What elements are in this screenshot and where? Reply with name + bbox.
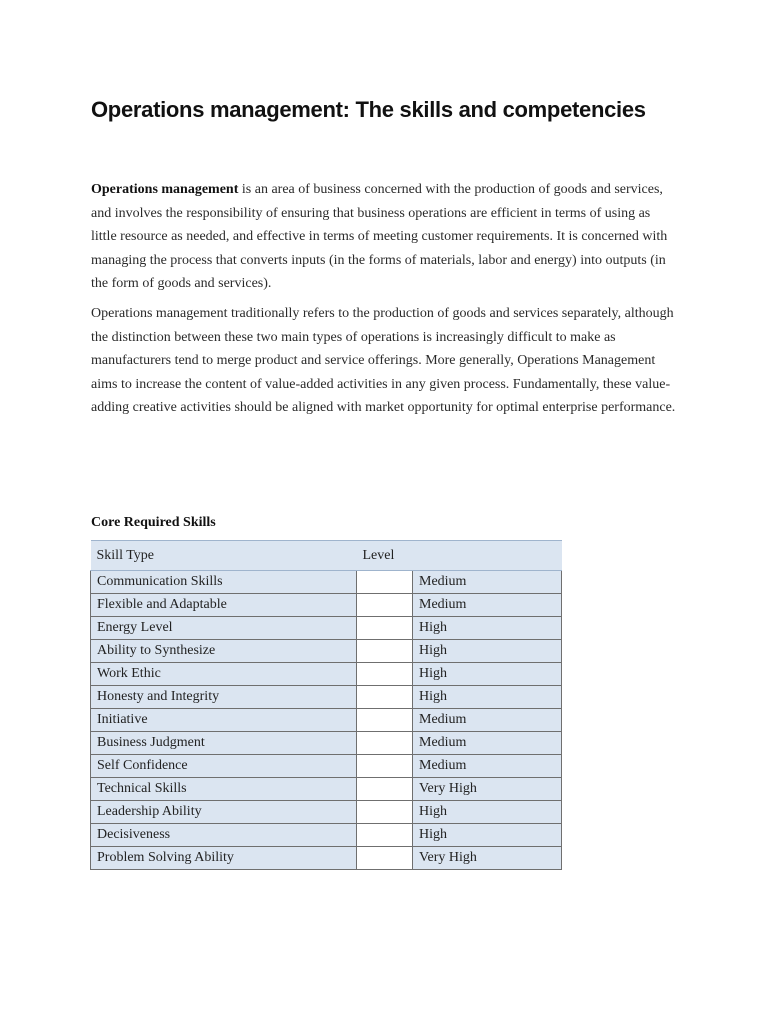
- blank-cell: [357, 801, 413, 824]
- skill-level-cell: High: [413, 617, 562, 640]
- table-row: [91, 847, 562, 870]
- intro-lead-term: Operations management: [91, 182, 239, 197]
- skills-table-body: [91, 571, 562, 870]
- skill-level-cell: Medium: [413, 571, 562, 594]
- blank-cell: [357, 640, 413, 663]
- skill-name-cell: Work Ethic: [91, 663, 357, 686]
- blank-cell: [357, 778, 413, 801]
- table-row: [91, 640, 562, 663]
- skill-level-cell: High: [413, 663, 562, 686]
- blank-cell: [357, 732, 413, 755]
- table-row: [91, 617, 562, 640]
- blank-cell: [357, 594, 413, 617]
- header-level: Level: [357, 541, 562, 571]
- skill-level-cell: High: [413, 686, 562, 709]
- skill-name-cell: Honesty and Integrity: [91, 686, 357, 709]
- skill-name-cell: Problem Solving Ability: [91, 847, 357, 870]
- table-caption: Core Required Skills: [91, 515, 216, 530]
- skill-level-cell: Medium: [413, 709, 562, 732]
- skill-level-cell: High: [413, 640, 562, 663]
- table-row: [91, 778, 562, 801]
- skill-level-cell: Very High: [413, 778, 562, 801]
- table-row: [91, 686, 562, 709]
- skill-name-cell: Decisiveness: [91, 824, 357, 847]
- skill-name-cell: Flexible and Adaptable: [91, 594, 357, 617]
- skill-name-cell: Business Judgment: [91, 732, 357, 755]
- skill-level-cell: Medium: [413, 732, 562, 755]
- skill-name-cell: Ability to Synthesize: [91, 640, 357, 663]
- table-header-row: [91, 541, 562, 571]
- skill-name-cell: Leadership Ability: [91, 801, 357, 824]
- table-row: [91, 594, 562, 617]
- skill-level-cell: Very High: [413, 847, 562, 870]
- blank-cell: [357, 686, 413, 709]
- blank-cell: [357, 617, 413, 640]
- table-row: [91, 571, 562, 594]
- intro-paragraph-text: is an area of business concerned with the production of goods and services, and involves the responsibility of ensuring that business operations are efficient in terms of using as little resource as needed, and effective in terms of meeting customer requirements. It is concerned with managing the process that converts inputs (in the forms of materials, labor and energy) into outputs (in the form of goods and services).: [91, 182, 668, 292]
- table-row: [91, 755, 562, 778]
- blank-cell: [357, 663, 413, 686]
- blank-cell: [357, 709, 413, 732]
- blank-cell: [357, 824, 413, 847]
- skill-level-cell: Medium: [413, 594, 562, 617]
- table-row: [91, 824, 562, 847]
- skill-name-cell: Self Confidence: [91, 755, 357, 778]
- table-row: [91, 732, 562, 755]
- skill-name-cell: Technical Skills: [91, 778, 357, 801]
- intro-paragraph: [91, 178, 677, 296]
- blank-cell: [357, 755, 413, 778]
- blank-cell: [357, 847, 413, 870]
- header-skill-type: Skill Type: [91, 541, 357, 571]
- table-row: [91, 663, 562, 686]
- table-row: [91, 709, 562, 732]
- skill-level-cell: High: [413, 824, 562, 847]
- skills-table: [90, 540, 562, 870]
- skill-level-cell: High: [413, 801, 562, 824]
- skill-name-cell: Initiative: [91, 709, 357, 732]
- second-paragraph: [91, 302, 677, 420]
- second-paragraph-text: Operations management traditionally refers to the production of goods and services separately, although the distinction between these two main types of operations is increasingly difficult to make as manufacturers tend to merge product and service offerings. More generally, Operations Management aims to increase the content of value-added activities in any given process. Fundamentally, these value-adding creative activities should be aligned with market opportunity for optimal enterprise performance.: [91, 306, 676, 416]
- skill-name-cell: Energy Level: [91, 617, 357, 640]
- skill-name-cell: Communication Skills: [91, 571, 357, 594]
- table-row: [91, 801, 562, 824]
- skill-level-cell: Medium: [413, 755, 562, 778]
- page-title: Operations management: The skills and competencies: [91, 97, 646, 122]
- blank-cell: [357, 571, 413, 594]
